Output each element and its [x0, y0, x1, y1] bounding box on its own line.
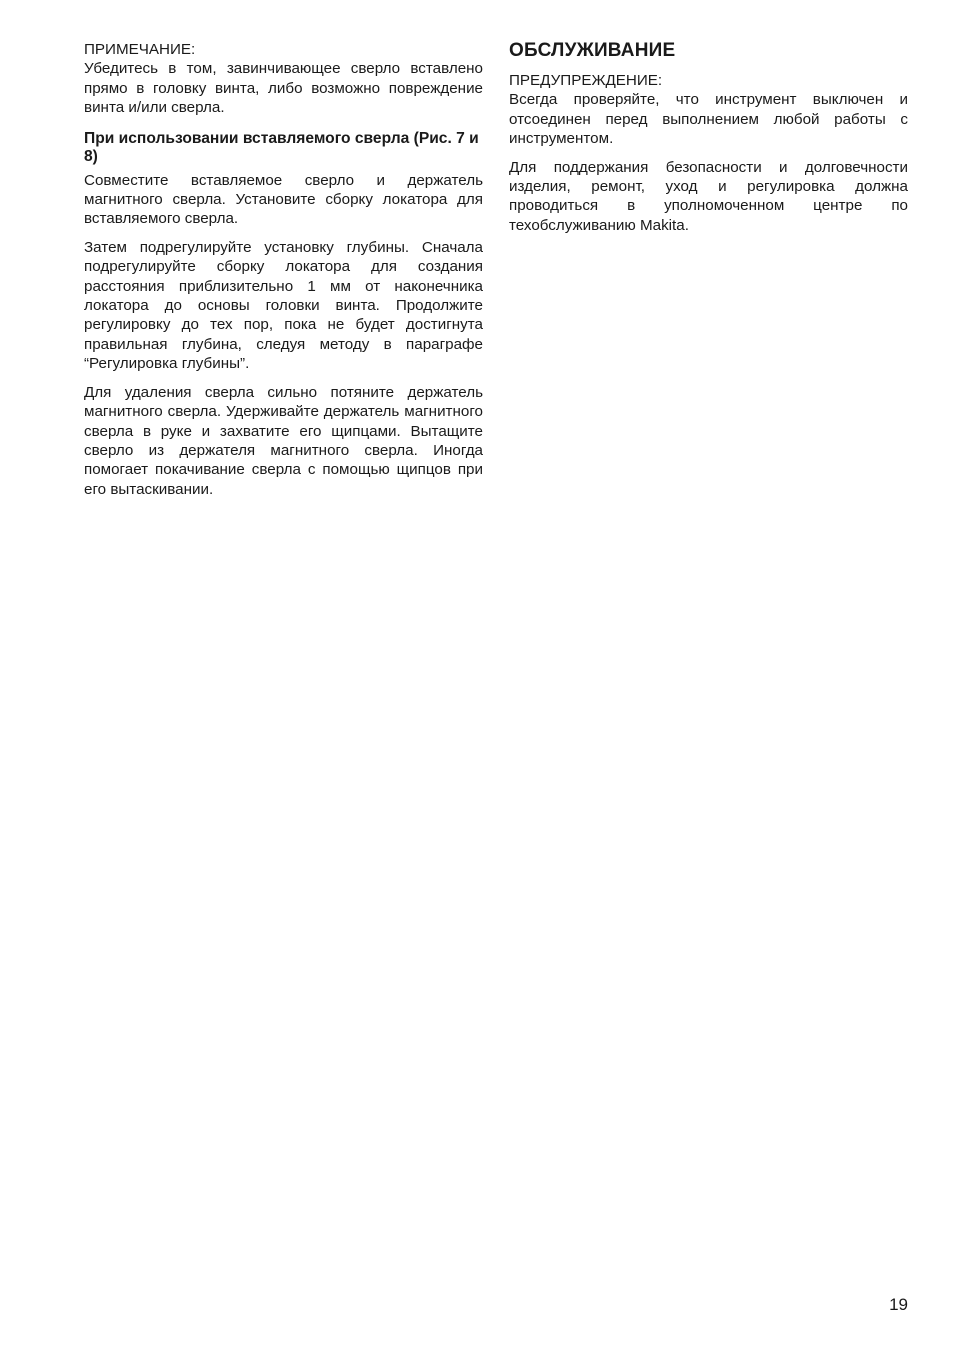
- note-label: ПРИМЕЧАНИЕ:: [84, 41, 196, 58]
- paragraph-adjust-depth: Затем подрегулируйте установку глубины. Сначала подрегулируйте сборку локатора для создания расстояния приблизительно 1 мм от наконечника локатора до основы головки винта. Продолжите регулировку до тех пор, пока не будет достигнута правильная глубина, следуя методу в параграфе “Регулировка глубины”.: [84, 238, 483, 373]
- left-column: [84, 40, 483, 508]
- subheading-insert-bit: При использовании вставляемого сверла (Рис. 7 и 8): [84, 129, 479, 166]
- warning-label: ПРЕДУПРЕЖДЕНИЕ:: [509, 72, 663, 89]
- paragraph-service-center: Для поддержания безопасности и долговечности изделия, ремонт, уход и регулировка должна проводиться в уполномоченном центре по техобслуживанию Makita.: [509, 158, 908, 234]
- note-text: Убедитесь в том, завинчивающее сверло вставлено прямо в головку винта, либо возможно повреждение винта и/или сверла.: [84, 60, 483, 117]
- page-number: 19: [889, 1295, 908, 1314]
- warning-text: Всегда проверяйте, что инструмент выключен и отсоединен перед выполнением любой работы с инструментом.: [509, 91, 908, 148]
- right-column: [509, 40, 908, 244]
- section-title-maintenance: ОБСЛУЖИВАНИЕ: [509, 40, 676, 61]
- paragraph-remove-bit: Для удаления сверла сильно потяните держатель магнитного сверла. Удерживайте держатель магнитного сверла в руке и захватите его щипцами. Вытащите сверло из держателя магнитного сверла. Иногда помогает покачивание сверла с помощью щипцов при его вытаскивании.: [84, 383, 483, 498]
- paragraph-align-bit: Совместите вставляемое сверло и держатель магнитного сверла. Установите сборку локатора для вставляемого сверла.: [84, 171, 483, 228]
